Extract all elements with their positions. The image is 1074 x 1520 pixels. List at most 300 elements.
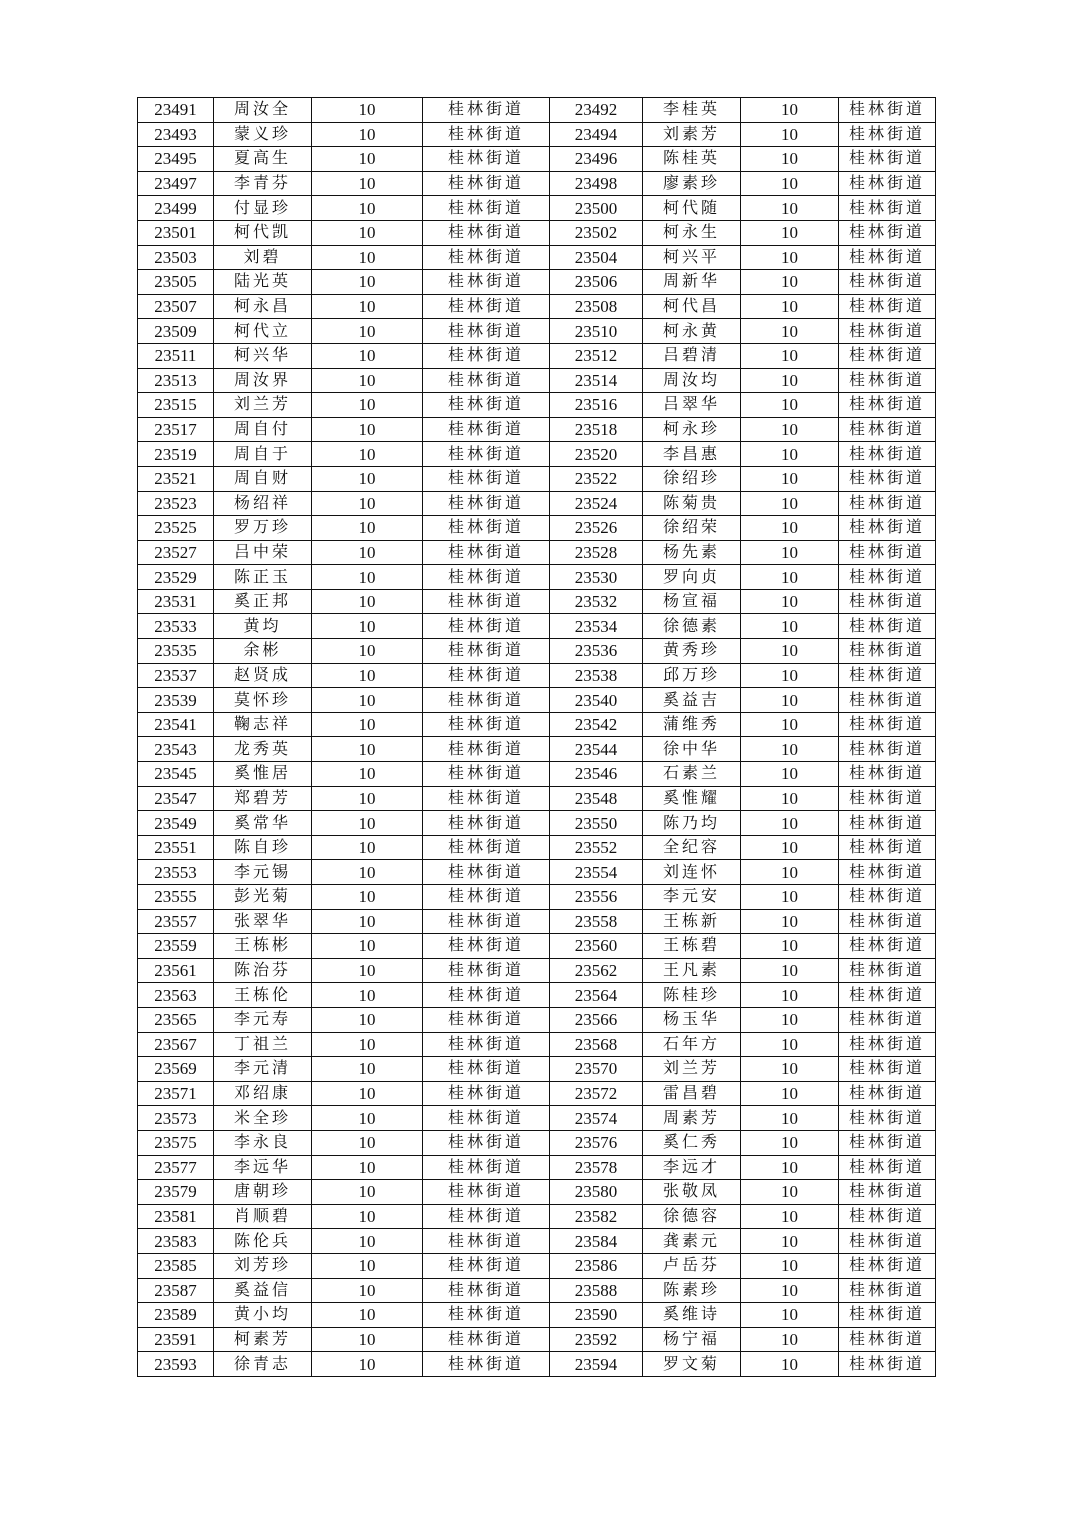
right-record-id-cell: 23570 bbox=[550, 1057, 643, 1082]
right-amount-cell: 10 bbox=[741, 909, 839, 934]
left-person-name-cell: 米全珍 bbox=[214, 1106, 312, 1131]
right-record-id-cell: 23508 bbox=[550, 294, 643, 319]
left-amount-cell: 10 bbox=[312, 1180, 423, 1205]
left-person-name-cell: 奚惟居 bbox=[214, 762, 312, 787]
right-amount-cell: 10 bbox=[741, 958, 839, 983]
right-record-id-cell: 23580 bbox=[550, 1180, 643, 1205]
left-record-id-cell: 23561 bbox=[138, 958, 214, 983]
table-row bbox=[138, 909, 936, 934]
right-person-name-cell: 刘连怀 bbox=[643, 860, 741, 885]
right-person-name-cell: 柯代随 bbox=[643, 196, 741, 221]
right-record-id-cell: 23554 bbox=[550, 860, 643, 885]
left-street-cell: 桂林街道 bbox=[423, 1352, 550, 1377]
left-amount-cell: 10 bbox=[312, 762, 423, 787]
right-street-cell: 桂林街道 bbox=[839, 860, 936, 885]
left-street-cell: 桂林街道 bbox=[423, 663, 550, 688]
table-row bbox=[138, 811, 936, 836]
table-row bbox=[138, 786, 936, 811]
right-street-cell: 桂林街道 bbox=[839, 688, 936, 713]
table-row bbox=[138, 589, 936, 614]
table-row bbox=[138, 1180, 936, 1205]
right-record-id-cell: 23516 bbox=[550, 393, 643, 418]
table-row bbox=[138, 196, 936, 221]
left-amount-cell: 10 bbox=[312, 1253, 423, 1278]
right-record-id-cell: 23510 bbox=[550, 319, 643, 344]
left-record-id-cell: 23533 bbox=[138, 614, 214, 639]
right-record-id-cell: 23548 bbox=[550, 786, 643, 811]
left-street-cell: 桂林街道 bbox=[423, 1032, 550, 1057]
right-record-id-cell: 23552 bbox=[550, 835, 643, 860]
left-amount-cell: 10 bbox=[312, 540, 423, 565]
left-amount-cell: 10 bbox=[312, 442, 423, 467]
right-record-id-cell: 23520 bbox=[550, 442, 643, 467]
left-street-cell: 桂林街道 bbox=[423, 983, 550, 1008]
left-street-cell: 桂林街道 bbox=[423, 1081, 550, 1106]
left-person-name-cell: 周自于 bbox=[214, 442, 312, 467]
right-record-id-cell: 23536 bbox=[550, 639, 643, 664]
left-street-cell: 桂林街道 bbox=[423, 1253, 550, 1278]
left-person-name-cell: 彭光菊 bbox=[214, 885, 312, 910]
right-amount-cell: 10 bbox=[741, 663, 839, 688]
right-amount-cell: 10 bbox=[741, 245, 839, 270]
left-person-name-cell: 丁祖兰 bbox=[214, 1032, 312, 1057]
left-amount-cell: 10 bbox=[312, 786, 423, 811]
right-person-name-cell: 雷昌碧 bbox=[643, 1081, 741, 1106]
right-record-id-cell: 23566 bbox=[550, 1007, 643, 1032]
table-row bbox=[138, 368, 936, 393]
left-person-name-cell: 余彬 bbox=[214, 639, 312, 664]
right-amount-cell: 10 bbox=[741, 147, 839, 172]
left-street-cell: 桂林街道 bbox=[423, 270, 550, 295]
table-row bbox=[138, 639, 936, 664]
left-street-cell: 桂林街道 bbox=[423, 1327, 550, 1352]
left-amount-cell: 10 bbox=[312, 737, 423, 762]
right-person-name-cell: 奚维诗 bbox=[643, 1303, 741, 1328]
left-person-name-cell: 柯素芳 bbox=[214, 1327, 312, 1352]
table-row bbox=[138, 835, 936, 860]
left-person-name-cell: 黄均 bbox=[214, 614, 312, 639]
right-amount-cell: 10 bbox=[741, 589, 839, 614]
table-row bbox=[138, 688, 936, 713]
left-amount-cell: 10 bbox=[312, 196, 423, 221]
table-row bbox=[138, 147, 936, 172]
right-street-cell: 桂林街道 bbox=[839, 909, 936, 934]
left-person-name-cell: 肖顺碧 bbox=[214, 1204, 312, 1229]
left-record-id-cell: 23513 bbox=[138, 368, 214, 393]
right-person-name-cell: 黄秀珍 bbox=[643, 639, 741, 664]
left-amount-cell: 10 bbox=[312, 1352, 423, 1377]
left-street-cell: 桂林街道 bbox=[423, 220, 550, 245]
left-amount-cell: 10 bbox=[312, 245, 423, 270]
right-record-id-cell: 23496 bbox=[550, 147, 643, 172]
right-person-name-cell: 徐德容 bbox=[643, 1204, 741, 1229]
left-person-name-cell: 陈伦兵 bbox=[214, 1229, 312, 1254]
left-street-cell: 桂林街道 bbox=[423, 565, 550, 590]
right-record-id-cell: 23574 bbox=[550, 1106, 643, 1131]
right-street-cell: 桂林街道 bbox=[839, 983, 936, 1008]
right-amount-cell: 10 bbox=[741, 1204, 839, 1229]
right-record-id-cell: 23526 bbox=[550, 516, 643, 541]
left-amount-cell: 10 bbox=[312, 171, 423, 196]
right-street-cell: 桂林街道 bbox=[839, 1130, 936, 1155]
left-amount-cell: 10 bbox=[312, 147, 423, 172]
left-record-id-cell: 23559 bbox=[138, 934, 214, 959]
left-street-cell: 桂林街道 bbox=[423, 466, 550, 491]
left-person-name-cell: 杨绍祥 bbox=[214, 491, 312, 516]
right-street-cell: 桂林街道 bbox=[839, 885, 936, 910]
left-record-id-cell: 23497 bbox=[138, 171, 214, 196]
left-record-id-cell: 23557 bbox=[138, 909, 214, 934]
left-person-name-cell: 周汝界 bbox=[214, 368, 312, 393]
right-street-cell: 桂林街道 bbox=[839, 147, 936, 172]
right-person-name-cell: 周汝均 bbox=[643, 368, 741, 393]
left-person-name-cell: 徐青志 bbox=[214, 1352, 312, 1377]
left-street-cell: 桂林街道 bbox=[423, 934, 550, 959]
right-record-id-cell: 23544 bbox=[550, 737, 643, 762]
left-record-id-cell: 23585 bbox=[138, 1253, 214, 1278]
right-street-cell: 桂林街道 bbox=[839, 589, 936, 614]
left-street-cell: 桂林街道 bbox=[423, 737, 550, 762]
left-person-name-cell: 夏高生 bbox=[214, 147, 312, 172]
left-amount-cell: 10 bbox=[312, 516, 423, 541]
left-amount-cell: 10 bbox=[312, 909, 423, 934]
left-street-cell: 桂林街道 bbox=[423, 171, 550, 196]
right-street-cell: 桂林街道 bbox=[839, 196, 936, 221]
left-person-name-cell: 周汝全 bbox=[214, 98, 312, 123]
left-street-cell: 桂林街道 bbox=[423, 343, 550, 368]
table-row bbox=[138, 417, 936, 442]
right-person-name-cell: 石年方 bbox=[643, 1032, 741, 1057]
right-street-cell: 桂林街道 bbox=[839, 1032, 936, 1057]
right-amount-cell: 10 bbox=[741, 343, 839, 368]
right-record-id-cell: 23546 bbox=[550, 762, 643, 787]
table-row bbox=[138, 762, 936, 787]
left-person-name-cell: 奚益信 bbox=[214, 1278, 312, 1303]
table-row bbox=[138, 1130, 936, 1155]
right-street-cell: 桂林街道 bbox=[839, 270, 936, 295]
left-amount-cell: 10 bbox=[312, 417, 423, 442]
left-amount-cell: 10 bbox=[312, 688, 423, 713]
left-street-cell: 桂林街道 bbox=[423, 245, 550, 270]
left-record-id-cell: 23523 bbox=[138, 491, 214, 516]
left-record-id-cell: 23531 bbox=[138, 589, 214, 614]
right-amount-cell: 10 bbox=[741, 98, 839, 123]
left-record-id-cell: 23541 bbox=[138, 712, 214, 737]
right-person-name-cell: 陈菊贵 bbox=[643, 491, 741, 516]
right-street-cell: 桂林街道 bbox=[839, 737, 936, 762]
left-record-id-cell: 23551 bbox=[138, 835, 214, 860]
left-record-id-cell: 23493 bbox=[138, 122, 214, 147]
right-record-id-cell: 23518 bbox=[550, 417, 643, 442]
left-street-cell: 桂林街道 bbox=[423, 1155, 550, 1180]
left-record-id-cell: 23583 bbox=[138, 1229, 214, 1254]
right-person-name-cell: 徐绍珍 bbox=[643, 466, 741, 491]
left-person-name-cell: 柯代立 bbox=[214, 319, 312, 344]
right-record-id-cell: 23564 bbox=[550, 983, 643, 1008]
right-record-id-cell: 23500 bbox=[550, 196, 643, 221]
right-person-name-cell: 邱万珍 bbox=[643, 663, 741, 688]
left-person-name-cell: 蒙义珍 bbox=[214, 122, 312, 147]
right-person-name-cell: 王栋碧 bbox=[643, 934, 741, 959]
left-record-id-cell: 23505 bbox=[138, 270, 214, 295]
table-row bbox=[138, 712, 936, 737]
right-amount-cell: 10 bbox=[741, 983, 839, 1008]
right-record-id-cell: 23498 bbox=[550, 171, 643, 196]
left-street-cell: 桂林街道 bbox=[423, 1278, 550, 1303]
table-row bbox=[138, 1032, 936, 1057]
left-street-cell: 桂林街道 bbox=[423, 1204, 550, 1229]
right-person-name-cell: 周新华 bbox=[643, 270, 741, 295]
right-amount-cell: 10 bbox=[741, 614, 839, 639]
right-person-name-cell: 卢岳芬 bbox=[643, 1253, 741, 1278]
left-record-id-cell: 23569 bbox=[138, 1057, 214, 1082]
left-record-id-cell: 23555 bbox=[138, 885, 214, 910]
right-street-cell: 桂林街道 bbox=[839, 98, 936, 123]
left-person-name-cell: 鞠志祥 bbox=[214, 712, 312, 737]
right-person-name-cell: 陈桂英 bbox=[643, 147, 741, 172]
left-record-id-cell: 23509 bbox=[138, 319, 214, 344]
left-street-cell: 桂林街道 bbox=[423, 688, 550, 713]
table-row bbox=[138, 1057, 936, 1082]
right-amount-cell: 10 bbox=[741, 712, 839, 737]
right-person-name-cell: 奚益吉 bbox=[643, 688, 741, 713]
left-person-name-cell: 柯代凯 bbox=[214, 220, 312, 245]
right-street-cell: 桂林街道 bbox=[839, 393, 936, 418]
right-person-name-cell: 柯代昌 bbox=[643, 294, 741, 319]
right-amount-cell: 10 bbox=[741, 1081, 839, 1106]
left-person-name-cell: 刘兰芳 bbox=[214, 393, 312, 418]
table-row bbox=[138, 393, 936, 418]
left-amount-cell: 10 bbox=[312, 860, 423, 885]
right-amount-cell: 10 bbox=[741, 1007, 839, 1032]
left-amount-cell: 10 bbox=[312, 958, 423, 983]
left-person-name-cell: 龙秀英 bbox=[214, 737, 312, 762]
left-person-name-cell: 赵贤成 bbox=[214, 663, 312, 688]
right-amount-cell: 10 bbox=[741, 122, 839, 147]
left-street-cell: 桂林街道 bbox=[423, 835, 550, 860]
right-person-name-cell: 陈乃均 bbox=[643, 811, 741, 836]
right-street-cell: 桂林街道 bbox=[839, 442, 936, 467]
left-street-cell: 桂林街道 bbox=[423, 122, 550, 147]
right-person-name-cell: 杨玉华 bbox=[643, 1007, 741, 1032]
right-street-cell: 桂林街道 bbox=[839, 1278, 936, 1303]
right-street-cell: 桂林街道 bbox=[839, 220, 936, 245]
table-row bbox=[138, 319, 936, 344]
right-person-name-cell: 杨宣福 bbox=[643, 589, 741, 614]
left-person-name-cell: 周自财 bbox=[214, 466, 312, 491]
left-street-cell: 桂林街道 bbox=[423, 319, 550, 344]
left-amount-cell: 10 bbox=[312, 1057, 423, 1082]
left-person-name-cell: 陆光英 bbox=[214, 270, 312, 295]
right-amount-cell: 10 bbox=[741, 1278, 839, 1303]
left-amount-cell: 10 bbox=[312, 614, 423, 639]
left-amount-cell: 10 bbox=[312, 885, 423, 910]
left-street-cell: 桂林街道 bbox=[423, 811, 550, 836]
left-record-id-cell: 23575 bbox=[138, 1130, 214, 1155]
left-street-cell: 桂林街道 bbox=[423, 1229, 550, 1254]
right-amount-cell: 10 bbox=[741, 1303, 839, 1328]
left-record-id-cell: 23519 bbox=[138, 442, 214, 467]
right-amount-cell: 10 bbox=[741, 491, 839, 516]
left-amount-cell: 10 bbox=[312, 491, 423, 516]
right-person-name-cell: 周素芳 bbox=[643, 1106, 741, 1131]
right-street-cell: 桂林街道 bbox=[839, 762, 936, 787]
right-record-id-cell: 23514 bbox=[550, 368, 643, 393]
right-street-cell: 桂林街道 bbox=[839, 712, 936, 737]
right-amount-cell: 10 bbox=[741, 417, 839, 442]
table-row bbox=[138, 1278, 936, 1303]
right-amount-cell: 10 bbox=[741, 540, 839, 565]
left-amount-cell: 10 bbox=[312, 835, 423, 860]
table-row bbox=[138, 1253, 936, 1278]
right-street-cell: 桂林街道 bbox=[839, 294, 936, 319]
right-record-id-cell: 23572 bbox=[550, 1081, 643, 1106]
table-row bbox=[138, 1327, 936, 1352]
left-street-cell: 桂林街道 bbox=[423, 417, 550, 442]
left-street-cell: 桂林街道 bbox=[423, 589, 550, 614]
right-record-id-cell: 23558 bbox=[550, 909, 643, 934]
right-amount-cell: 10 bbox=[741, 294, 839, 319]
right-record-id-cell: 23532 bbox=[550, 589, 643, 614]
left-person-name-cell: 李远华 bbox=[214, 1155, 312, 1180]
left-person-name-cell: 黄小均 bbox=[214, 1303, 312, 1328]
table-row bbox=[138, 983, 936, 1008]
right-person-name-cell: 柯永黄 bbox=[643, 319, 741, 344]
left-street-cell: 桂林街道 bbox=[423, 491, 550, 516]
left-record-id-cell: 23517 bbox=[138, 417, 214, 442]
right-record-id-cell: 23550 bbox=[550, 811, 643, 836]
right-record-id-cell: 23556 bbox=[550, 885, 643, 910]
left-record-id-cell: 23529 bbox=[138, 565, 214, 590]
right-person-name-cell: 罗向贞 bbox=[643, 565, 741, 590]
left-amount-cell: 10 bbox=[312, 811, 423, 836]
right-record-id-cell: 23492 bbox=[550, 98, 643, 123]
right-amount-cell: 10 bbox=[741, 835, 839, 860]
right-record-id-cell: 23512 bbox=[550, 343, 643, 368]
right-street-cell: 桂林街道 bbox=[839, 245, 936, 270]
left-amount-cell: 10 bbox=[312, 589, 423, 614]
right-street-cell: 桂林街道 bbox=[839, 491, 936, 516]
right-record-id-cell: 23540 bbox=[550, 688, 643, 713]
left-amount-cell: 10 bbox=[312, 639, 423, 664]
table-row bbox=[138, 1007, 936, 1032]
right-amount-cell: 10 bbox=[741, 220, 839, 245]
right-person-name-cell: 刘兰芳 bbox=[643, 1057, 741, 1082]
right-person-name-cell: 柯兴平 bbox=[643, 245, 741, 270]
left-street-cell: 桂林街道 bbox=[423, 909, 550, 934]
right-street-cell: 桂林街道 bbox=[839, 639, 936, 664]
right-amount-cell: 10 bbox=[741, 466, 839, 491]
right-amount-cell: 10 bbox=[741, 688, 839, 713]
right-street-cell: 桂林街道 bbox=[839, 811, 936, 836]
table-row bbox=[138, 614, 936, 639]
left-street-cell: 桂林街道 bbox=[423, 614, 550, 639]
left-amount-cell: 10 bbox=[312, 1278, 423, 1303]
left-street-cell: 桂林街道 bbox=[423, 762, 550, 787]
left-street-cell: 桂林街道 bbox=[423, 147, 550, 172]
right-amount-cell: 10 bbox=[741, 1057, 839, 1082]
left-amount-cell: 10 bbox=[312, 466, 423, 491]
right-street-cell: 桂林街道 bbox=[839, 958, 936, 983]
right-street-cell: 桂林街道 bbox=[839, 417, 936, 442]
table-row bbox=[138, 1106, 936, 1131]
table-row bbox=[138, 860, 936, 885]
left-person-name-cell: 李元寿 bbox=[214, 1007, 312, 1032]
table-row bbox=[138, 737, 936, 762]
left-street-cell: 桂林街道 bbox=[423, 958, 550, 983]
right-person-name-cell: 杨宁福 bbox=[643, 1327, 741, 1352]
right-person-name-cell: 吕翠华 bbox=[643, 393, 741, 418]
left-amount-cell: 10 bbox=[312, 1155, 423, 1180]
roster-table bbox=[137, 97, 936, 1377]
right-street-cell: 桂林街道 bbox=[839, 516, 936, 541]
left-street-cell: 桂林街道 bbox=[423, 516, 550, 541]
left-amount-cell: 10 bbox=[312, 663, 423, 688]
right-amount-cell: 10 bbox=[741, 270, 839, 295]
left-record-id-cell: 23525 bbox=[138, 516, 214, 541]
right-street-cell: 桂林街道 bbox=[839, 1327, 936, 1352]
left-person-name-cell: 付显珍 bbox=[214, 196, 312, 221]
left-person-name-cell: 刘芳珍 bbox=[214, 1253, 312, 1278]
right-street-cell: 桂林街道 bbox=[839, 835, 936, 860]
table-row bbox=[138, 270, 936, 295]
left-street-cell: 桂林街道 bbox=[423, 786, 550, 811]
right-street-cell: 桂林街道 bbox=[839, 368, 936, 393]
table-row bbox=[138, 663, 936, 688]
right-person-name-cell: 李昌惠 bbox=[643, 442, 741, 467]
left-person-name-cell: 罗万珍 bbox=[214, 516, 312, 541]
left-record-id-cell: 23491 bbox=[138, 98, 214, 123]
right-record-id-cell: 23542 bbox=[550, 712, 643, 737]
right-street-cell: 桂林街道 bbox=[839, 1229, 936, 1254]
right-record-id-cell: 23528 bbox=[550, 540, 643, 565]
right-record-id-cell: 23568 bbox=[550, 1032, 643, 1057]
left-record-id-cell: 23549 bbox=[138, 811, 214, 836]
left-street-cell: 桂林街道 bbox=[423, 1106, 550, 1131]
right-street-cell: 桂林街道 bbox=[839, 1180, 936, 1205]
left-record-id-cell: 23545 bbox=[138, 762, 214, 787]
right-person-name-cell: 吕碧清 bbox=[643, 343, 741, 368]
left-person-name-cell: 张翠华 bbox=[214, 909, 312, 934]
right-street-cell: 桂林街道 bbox=[839, 171, 936, 196]
right-street-cell: 桂林街道 bbox=[839, 1106, 936, 1131]
table-row bbox=[138, 565, 936, 590]
left-street-cell: 桂林街道 bbox=[423, 540, 550, 565]
right-amount-cell: 10 bbox=[741, 639, 839, 664]
left-amount-cell: 10 bbox=[312, 319, 423, 344]
left-amount-cell: 10 bbox=[312, 368, 423, 393]
right-amount-cell: 10 bbox=[741, 786, 839, 811]
right-record-id-cell: 23592 bbox=[550, 1327, 643, 1352]
left-person-name-cell: 柯兴华 bbox=[214, 343, 312, 368]
table-row bbox=[138, 294, 936, 319]
right-person-name-cell: 徐德素 bbox=[643, 614, 741, 639]
table-row bbox=[138, 171, 936, 196]
right-street-cell: 桂林街道 bbox=[839, 1352, 936, 1377]
table-row bbox=[138, 491, 936, 516]
table-body bbox=[138, 98, 936, 1377]
left-person-name-cell: 王栋伦 bbox=[214, 983, 312, 1008]
right-record-id-cell: 23560 bbox=[550, 934, 643, 959]
left-record-id-cell: 23515 bbox=[138, 393, 214, 418]
left-amount-cell: 10 bbox=[312, 343, 423, 368]
left-person-name-cell: 陈自珍 bbox=[214, 835, 312, 860]
right-street-cell: 桂林街道 bbox=[839, 663, 936, 688]
left-record-id-cell: 23589 bbox=[138, 1303, 214, 1328]
left-street-cell: 桂林街道 bbox=[423, 1007, 550, 1032]
left-person-name-cell: 吕中荣 bbox=[214, 540, 312, 565]
left-record-id-cell: 23501 bbox=[138, 220, 214, 245]
